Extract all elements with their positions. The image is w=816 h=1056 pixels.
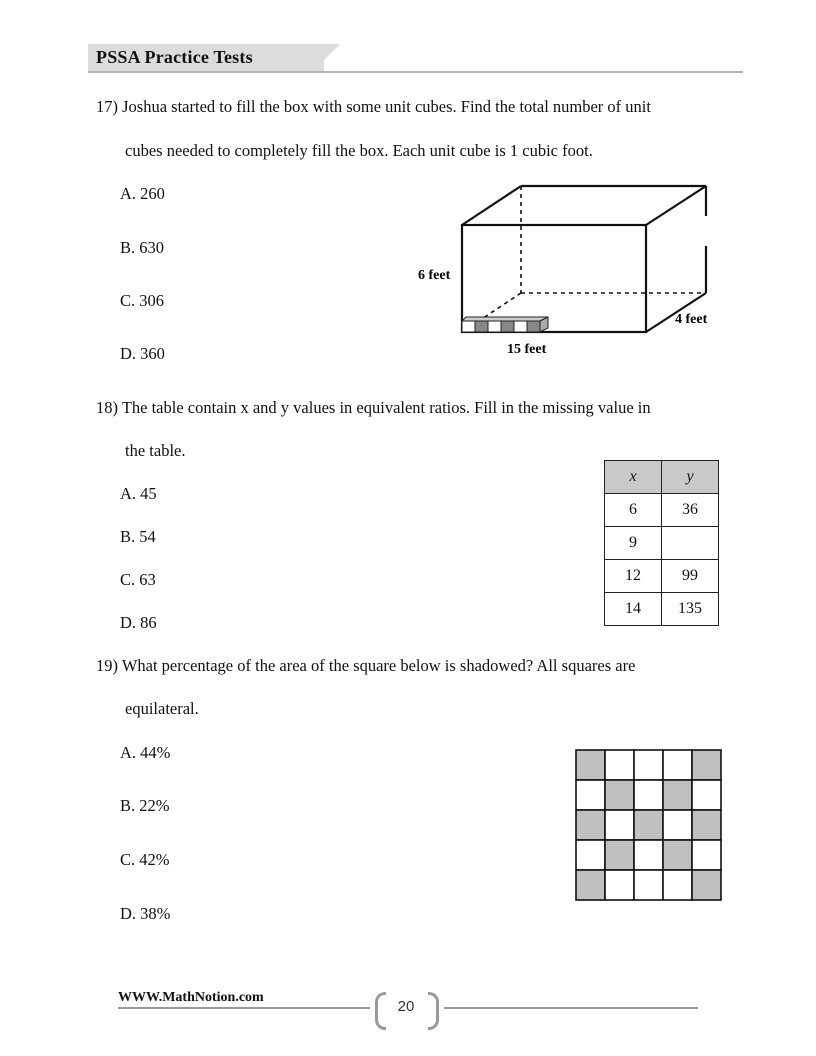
grid-cell-shaded (634, 810, 663, 840)
q17-option-c[interactable]: C. 306 (120, 291, 165, 310)
table-row (605, 494, 719, 527)
header-rule (88, 71, 743, 73)
table-row (605, 593, 719, 626)
table-cell: 9 (605, 527, 662, 560)
q18-text-line1: 18) The table contain x and y values in equivalent ratios. Fill in the missing value in (96, 398, 651, 417)
table-cell: 99 (662, 560, 719, 593)
box-visible-edges (462, 186, 706, 332)
q17-text-line2: cubes needed to completely fill the box. Each unit cube is 1 cubic foot. (125, 141, 593, 160)
q19-option-a[interactable]: A. 44% (120, 743, 171, 762)
q19-option-b[interactable]: B. 22% (120, 796, 170, 815)
grid-cell-shaded (692, 750, 721, 780)
grid-cell (605, 870, 634, 900)
q18-option-c[interactable]: C. 63 (120, 570, 156, 589)
table-header-x: x (605, 461, 662, 494)
q19-shaded-grid (575, 749, 723, 901)
q19-option-c[interactable]: C. 42% (120, 850, 170, 869)
footer-rule-right (444, 1007, 698, 1009)
grid-cell-shaded (605, 780, 634, 810)
grid-cell-shaded (576, 810, 605, 840)
footer-rule-left (118, 1007, 370, 1009)
q17-option-a[interactable]: A. 260 (120, 184, 165, 203)
table-row (605, 560, 719, 593)
q17-box-figure (410, 176, 730, 366)
unit-cubes (462, 317, 548, 332)
grid-cell (634, 870, 663, 900)
q18-text-line2: the table. (125, 441, 186, 460)
grid-cell-shaded (605, 840, 634, 870)
grid-cell (692, 780, 721, 810)
box-length-label: 15 feet (507, 342, 547, 357)
table-cell: 14 (605, 593, 662, 626)
q18-option-b[interactable]: B. 54 (120, 527, 156, 546)
table-header-row (605, 461, 719, 494)
footer-bracket-right (428, 992, 439, 1030)
q18-option-d[interactable]: D. 86 (120, 613, 157, 632)
q17-option-b[interactable]: B. 630 (120, 238, 165, 257)
grid-cell-shaded (692, 810, 721, 840)
grid-cell-shaded (663, 780, 692, 810)
q19-text-line2: equilateral. (125, 699, 199, 718)
grid-cell (605, 750, 634, 780)
table-cell-missing (662, 527, 719, 560)
table-row (605, 527, 719, 560)
grid-cell (692, 840, 721, 870)
grid-cell (605, 810, 634, 840)
q17-text-line1: 17) Joshua started to fill the box with some unit cubes. Find the total number of unit (96, 97, 651, 116)
q19-text-line1: 19) What percentage of the area of the square below is shadowed? All squares are (96, 656, 636, 675)
grid-cell (663, 870, 692, 900)
footer-website: WWW.MathNotion.com (118, 990, 264, 1005)
page-number: 20 (397, 998, 415, 1015)
q18-ratio-table (604, 460, 719, 626)
grid-cell (634, 750, 663, 780)
table-cell: 36 (662, 494, 719, 527)
grid-cell (576, 780, 605, 810)
table-cell: 6 (605, 494, 662, 527)
box-depth-label: 4 feet (675, 312, 708, 327)
header-title: PSSA Practice Tests (96, 47, 253, 67)
grid-cell (663, 810, 692, 840)
q18-option-a[interactable]: A. 45 (120, 484, 157, 503)
table-header-y: y (662, 461, 719, 494)
q17-option-d[interactable]: D. 360 (120, 344, 165, 363)
grid-cell (576, 840, 605, 870)
grid-cell-shaded (576, 870, 605, 900)
header-banner-slant (312, 44, 340, 72)
grid-cell-shaded (692, 870, 721, 900)
box-hidden-edges (462, 186, 706, 332)
grid-cell-shaded (663, 840, 692, 870)
grid-cell (634, 780, 663, 810)
grid-cell-shaded (576, 750, 605, 780)
grid-cell (634, 840, 663, 870)
table-cell: 135 (662, 593, 719, 626)
grid-cell (663, 750, 692, 780)
table-cell: 12 (605, 560, 662, 593)
box-height-label: 6 feet (418, 268, 451, 283)
q19-option-d[interactable]: D. 38% (120, 904, 171, 923)
